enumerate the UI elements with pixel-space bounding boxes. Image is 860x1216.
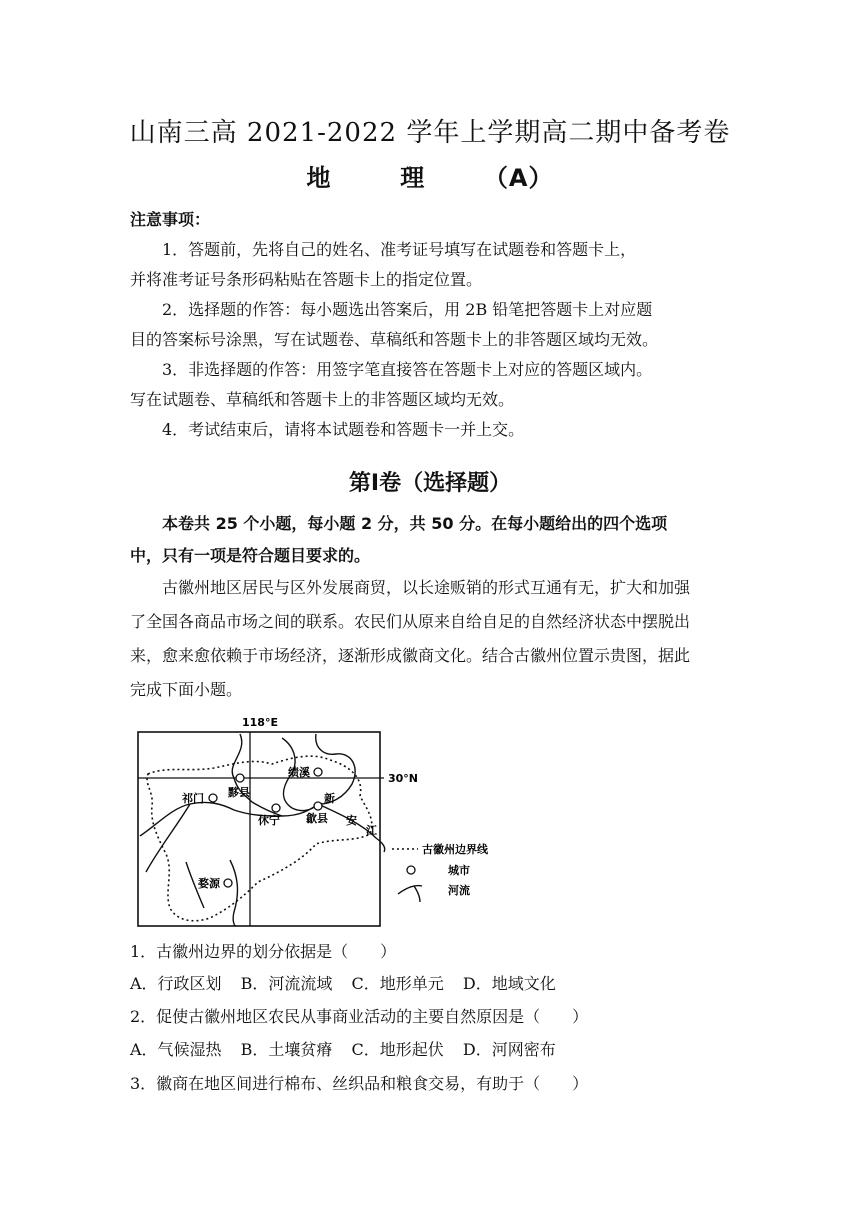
notice-line: 2．选择题的作答：每小题选出答案后，用 2B 铅笔把答题卡上对应题 [162, 300, 653, 319]
legend-city-symbol [407, 866, 415, 874]
question-options-1 [130, 974, 735, 994]
version-label: （A） [483, 164, 554, 192]
notice-line: 并将准考证号条形码粘贴在答题卡上的指定位置。 [130, 270, 483, 289]
option-b: B．河流流域 [240, 974, 333, 993]
notice-line: 4．考试结束后，请将本试题卷和答题卡一并上交。 [162, 420, 525, 439]
legend-city-label: 城市 [448, 864, 470, 877]
passage-line: 完成下面小题。 [130, 680, 243, 699]
river-label-jiang: 江 [366, 824, 377, 837]
city-label-yixian: 黟县 [228, 786, 250, 799]
legend-river-symbol [398, 885, 422, 902]
city-marker-shexian [314, 802, 322, 810]
city-marker-jixi [314, 768, 322, 776]
city-label-jixi: 绩溪 [288, 766, 310, 779]
passage-line: 了全国各商品市场之间的联系。农民们从原来自给自足的自然经济状态中摆脱出 [130, 612, 691, 631]
city-label-qimen: 祁门 [182, 792, 204, 805]
city-marker-yixian [236, 774, 244, 782]
city-marker-qimen [209, 794, 217, 802]
river-label-xin: 新 [324, 792, 335, 805]
river-label-an: 安 [346, 814, 357, 827]
option-a: A．气候湿热 [130, 1040, 222, 1059]
notice-line: 1．答题前，先将自己的姓名、准考证号填写在试题卷和答题卡上， [162, 240, 637, 259]
option-a: A．行政区划 [130, 974, 222, 993]
option-c: C．地形单元 [351, 974, 444, 993]
legend-river-label: 河流 [448, 884, 470, 897]
subject-char-1: 地 [306, 164, 332, 192]
question-stem-2: 2．促使古徽州地区农民从事商业活动的主要自然原因是（ ） [130, 1007, 589, 1026]
city-label-xiuning: 休宁 [258, 814, 280, 827]
notice-line: 目的答案标号涂黑，写在试题卷、草稿纸和答题卡上的非答题区域均无效。 [130, 330, 659, 349]
latitude-label: 30°N [388, 772, 419, 785]
option-d: D．地域文化 [462, 974, 556, 993]
exam-title: 山南三高 2021-2022 学年上学期高二期中备考卷 [129, 118, 731, 148]
city-marker-wuyuan [224, 879, 232, 887]
city-label-wuyuan: 婺源 [198, 877, 220, 890]
passage-line: 古徽州地区居民与区外发展商贸，以长途贩销的形式互通有无，扩大和加强 [162, 578, 691, 597]
passage-line: 来，愈来愈依赖于市场经济，逐渐形成徽商文化。结合古徽州位置示贵图，据此 [130, 646, 691, 665]
notice-heading: 注意事项： [130, 210, 211, 229]
city-label-shexian: 歙县 [306, 812, 328, 825]
exam-subtitle [0, 158, 860, 193]
section-intro-line: 中，只有一项是符合题目要求的。 [130, 546, 371, 565]
city-marker-xiuning [272, 804, 280, 812]
option-d: D．河网密布 [462, 1040, 556, 1059]
question-stem-3: 3．徽商在地区间进行棉布、丝织品和粮食交易，有助于（ ） [130, 1074, 589, 1093]
river-lines [140, 734, 385, 926]
question-options-2 [130, 1040, 735, 1060]
option-b: B．土壤贫瘠 [240, 1040, 333, 1059]
notice-line: 3．非选择题的作答：用签字笔直接答在答题卡上对应的答题区域内。 [162, 360, 653, 379]
longitude-label: 118°E [242, 716, 278, 729]
notice-line: 写在试题卷、草稿纸和答题卡上的非答题区域均无效。 [130, 390, 515, 409]
legend-boundary-label: 古徽州边界线 [422, 843, 488, 856]
section-intro-line: 本卷共 25 个小题，每小题 2 分，共 50 分。在每小题给出的四个选项 [162, 514, 668, 533]
huizhou-location-map [130, 712, 510, 930]
huizhou-boundary [147, 756, 372, 921]
section-title: 第Ⅰ卷（选择题） [348, 471, 512, 496]
subject-char-2: 理 [400, 164, 426, 192]
option-c: C．地形起伏 [351, 1040, 444, 1059]
question-stem-1: 1．古徽州边界的划分依据是（ ） [130, 942, 397, 961]
